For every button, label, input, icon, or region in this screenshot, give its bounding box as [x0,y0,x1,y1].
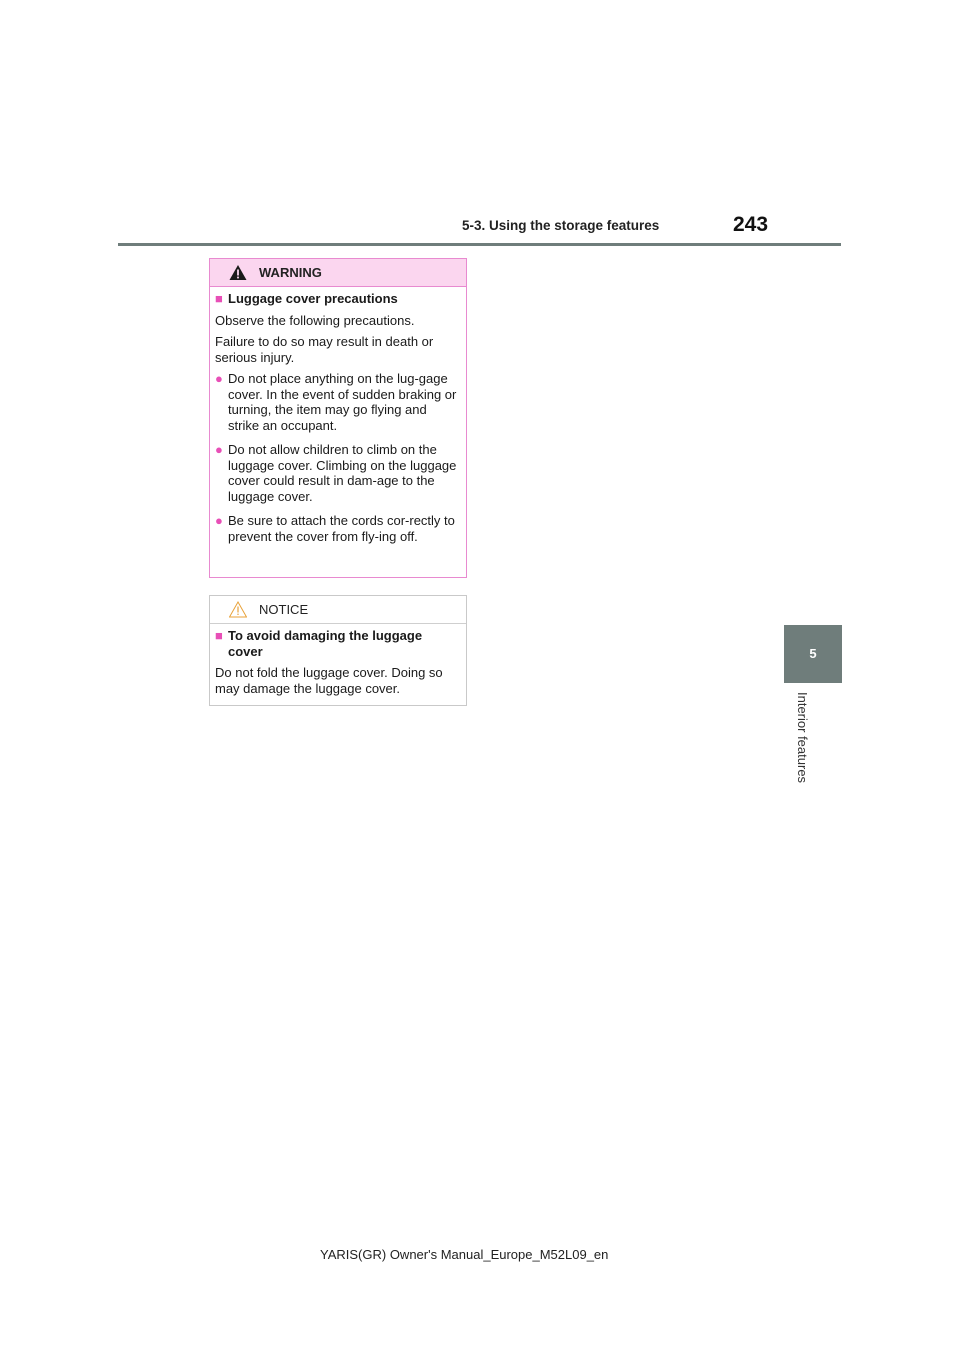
warning-paragraph: Failure to do so may result in death or serious injury. [215,334,434,365]
list-item [215,442,460,504]
warning-paragraph: Observe the following precautions. [215,312,415,328]
list-item-text: Do not allow children to climb on the luggage cover. Climbing on the luggage cover could result in dam-age to the luggage cover. [228,442,457,504]
circle-bullet-icon: ● [215,442,223,457]
list-item [215,371,460,433]
chapter-tab[interactable]: 5 [784,625,842,683]
warning-box [209,258,467,578]
page-number: 243 [733,213,769,236]
list-item-text: Be sure to attach the cords cor-rectly to prevent the cover from fly-ing off. [228,513,455,544]
square-bullet-icon: ■ [215,628,223,643]
caution-triangle-icon [229,601,247,618]
warning-heading-text: Luggage cover precautions [228,291,398,306]
circle-bullet-icon: ● [215,371,223,386]
list-item-text: Do not place anything on the lug-gage cover. In the event of sudden braking or turning, the item may go flying and strike an occupant. [228,371,457,433]
footer-manual-id: YARIS(GR) Owner's Manual_Europe_M52L09_en [320,1247,609,1262]
warning-title: WARNING [259,265,322,280]
notice-heading [215,628,460,659]
square-bullet-icon: ■ [215,291,223,306]
header-divider [118,243,841,246]
circle-bullet-icon: ● [215,513,223,528]
warning-heading [215,291,460,307]
warning-body [210,287,466,544]
warning-triangle-icon [229,264,247,281]
notice-title: NOTICE [259,602,309,617]
notice-body [210,624,466,696]
list-item [215,513,460,544]
notice-box [209,595,467,706]
warning-header [210,259,466,287]
notice-paragraph: Do not fold the luggage cover. Doing so may damage the luggage cover. [215,665,443,696]
section-title: 5-3. Using the storage features [462,218,660,233]
chapter-title: Interior features [795,692,810,784]
notice-header [210,596,466,624]
notice-heading-text: To avoid damaging the luggage cover [228,628,423,659]
